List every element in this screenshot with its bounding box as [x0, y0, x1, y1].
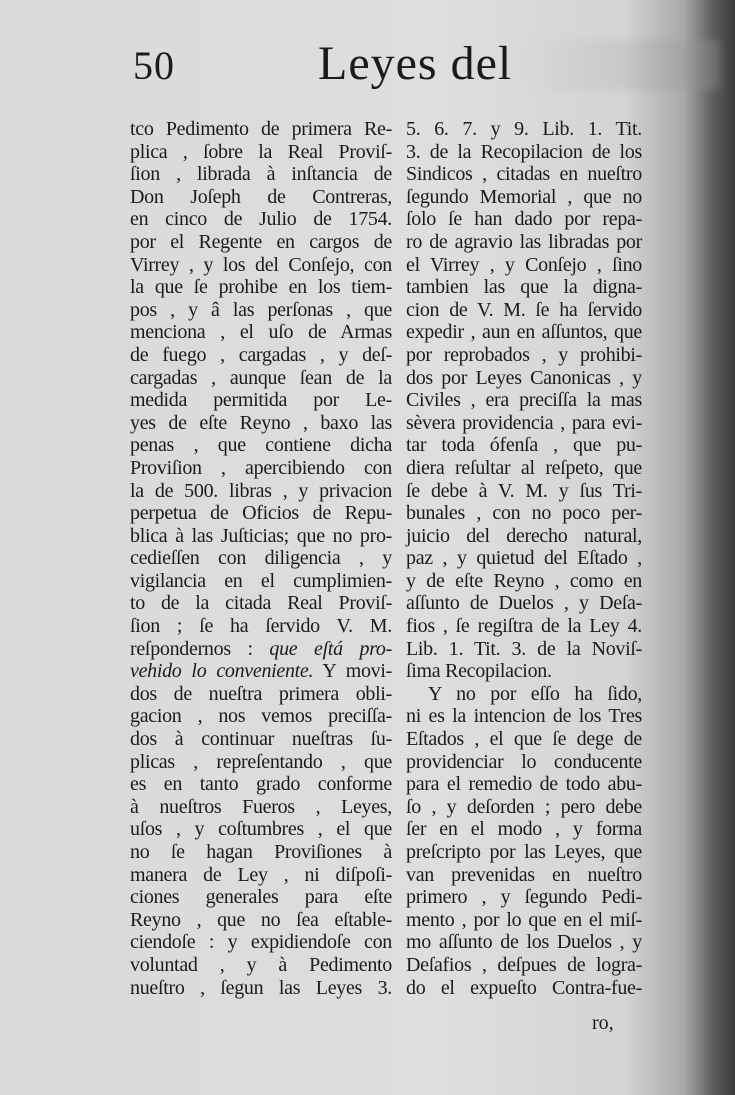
italic-quote: vehido lo conveniente. — [130, 660, 314, 683]
text-line: menciona , el uſo de Armas — [130, 321, 392, 344]
text-line: 3. de la Recopilacion de los — [406, 140, 642, 163]
text-line: to de la citada Real Proviſ- — [130, 592, 392, 615]
text-line: ſolo ſe han dado por repa- — [406, 208, 642, 231]
text-line: Civiles , era preciſſa la mas — [406, 389, 642, 412]
text-line: perpetua de Oficios de Repu- — [130, 502, 392, 525]
text-segment: reſpondernos : — [130, 637, 270, 660]
text-line: nueſtro , ſegun las Leyes 3. — [130, 976, 392, 999]
text-line — [130, 638, 392, 661]
text-line: ſion ; ſe ha ſervido V. M. — [130, 615, 392, 638]
text-line: mo aſſunto de los Duelos , y — [406, 931, 642, 954]
text-line: providenciar lo conducente — [406, 750, 642, 773]
text-line: por reprobados , y prohibi- — [406, 343, 642, 366]
text-line: tambien las que la digna- — [406, 276, 642, 299]
text-line: diera reſultar al reſpeto, que — [406, 456, 642, 479]
text-line: no ſe hagan Proviſiones à — [130, 841, 392, 863]
text-line — [130, 660, 392, 683]
text-line: juicio del derecho natural, — [406, 524, 642, 547]
text-line: el Virrey , y Conſejo , ſino — [406, 253, 642, 276]
text-line: tar toda ófenſa , que pu- — [406, 434, 642, 457]
text-line: dos de nueſtra primera obli- — [130, 682, 392, 705]
text-line: paz , y quietud del Eſtado , — [406, 547, 642, 570]
bleed-through-shadow — [520, 40, 720, 90]
text-line: expedir , aun en aſſuntos, que — [406, 321, 642, 344]
text-line: do el expueſto Contra-fue- — [406, 976, 642, 999]
left-text-column — [130, 118, 392, 999]
text-line: Proviſion , apercibiendo con — [130, 456, 392, 479]
text-line: ni es la intencion de los Tres — [406, 705, 642, 728]
text-line: es en tanto grado conforme — [130, 773, 392, 796]
text-line: Eſtados , el que ſe dege de — [406, 728, 642, 751]
text-line: ſer en el modo , y forma — [406, 818, 642, 841]
text-line: ciones generales para eſte — [130, 886, 392, 909]
text-line: ſima Recopilacion. — [406, 660, 552, 683]
text-line: ſion , librada à inſtancia de — [130, 163, 392, 186]
text-line: ſo , y deſorden ; pero debe — [406, 795, 642, 818]
text-line: Sindicos , citadas en nueſtro — [406, 163, 642, 186]
right-text-column — [406, 118, 642, 999]
text-line: mento , por lo que en el miſ- — [406, 908, 642, 931]
text-line: primero , y ſegundo Pedi- — [406, 886, 642, 909]
text-line: la que ſe prohibe en los tiem- — [130, 276, 392, 299]
text-line: aſſunto de Duelos , y Deſa- — [406, 592, 642, 615]
text-line: plicas , repreſentando , que — [130, 750, 392, 773]
text-line: cion de V. M. ſe ha ſervido — [406, 298, 642, 321]
text-line: ro de agravio las libradas por — [406, 230, 642, 253]
text-line: cedieſſen con diligencia , y — [130, 547, 392, 570]
text-line: preſcripto por las Leyes, que — [406, 841, 642, 863]
text-line: uſos , y coſtumbres , el que — [130, 818, 392, 841]
text-line: yes de eſte Reyno , baxo las — [130, 411, 392, 434]
italic-quote: que eſtá pro- — [269, 637, 392, 660]
text-line: Y no por eſſo ha ſido, — [428, 682, 642, 705]
text-line: ciendoſe : y expidiendoſe con — [130, 931, 392, 954]
text-line: pos , y â las perſonas , que — [130, 298, 392, 321]
text-line: ſe debe à V. M. y ſus Tri- — [406, 479, 642, 502]
text-line: bunales , con no poco per- — [406, 502, 642, 525]
text-line: Lib. 1. Tit. 3. de la Noviſ- — [406, 637, 642, 660]
text-line: por el Regente en cargos de — [130, 230, 392, 253]
text-line: la de 500. libras , y privacion — [130, 479, 392, 502]
text-line: de fuego , cargadas , y deſ- — [130, 343, 392, 366]
text-line: 5. 6. 7. y 9. Lib. 1. Tit. — [406, 118, 642, 140]
text-line: Don Joſeph de Contreras, — [130, 185, 392, 208]
text-line: para el remedio de todo abu- — [406, 773, 642, 796]
text-line: blica à las Juſticias; que no pro- — [130, 524, 392, 547]
text-line: Virrey , y los del Conſejo, con — [130, 253, 392, 276]
text-line: plica , ſobre la Real Proviſ- — [130, 140, 392, 163]
catchword: ro, — [592, 1012, 614, 1034]
text-line: gacion , nos vemos preciſſa- — [130, 705, 392, 728]
text-line: dos à continuar nueſtras ſu- — [130, 728, 392, 751]
text-segment: Y movi- — [313, 660, 392, 683]
text-line: ſegundo Memorial , que no — [406, 185, 642, 208]
text-line: fios , ſe regiſtra de la Ley 4. — [406, 615, 642, 638]
text-line: voluntad , y à Pedimento — [130, 953, 392, 976]
text-line: à nueſtros Fueros , Leyes, — [130, 795, 392, 818]
text-line: Deſafios , deſpues de logra- — [406, 953, 642, 976]
text-line: Reyno , que no ſea eſtable- — [130, 908, 392, 931]
text-line: y de eſte Reyno , como en — [406, 569, 642, 592]
text-line: cargadas , aunque ſean de la — [130, 366, 392, 389]
text-line: en cinco de Julio de 1754. — [130, 208, 392, 231]
text-line: sèvera providencia , para evi- — [406, 411, 642, 434]
page-number: 50 — [133, 43, 175, 88]
text-line: van prevenidas en nueſtro — [406, 863, 642, 886]
text-line: medida permitida por Le- — [130, 389, 392, 412]
text-line: dos por Leyes Canonicas , y — [406, 366, 642, 389]
text-line: manera de Ley , ni diſpoſi- — [130, 863, 392, 886]
text-line: tco Pedimento de primera Re- — [130, 118, 392, 140]
running-head: Leyes del — [318, 37, 513, 90]
text-line: penas , que contiene dicha — [130, 434, 392, 457]
text-line: vigilancia en el cumplimien- — [130, 569, 392, 592]
